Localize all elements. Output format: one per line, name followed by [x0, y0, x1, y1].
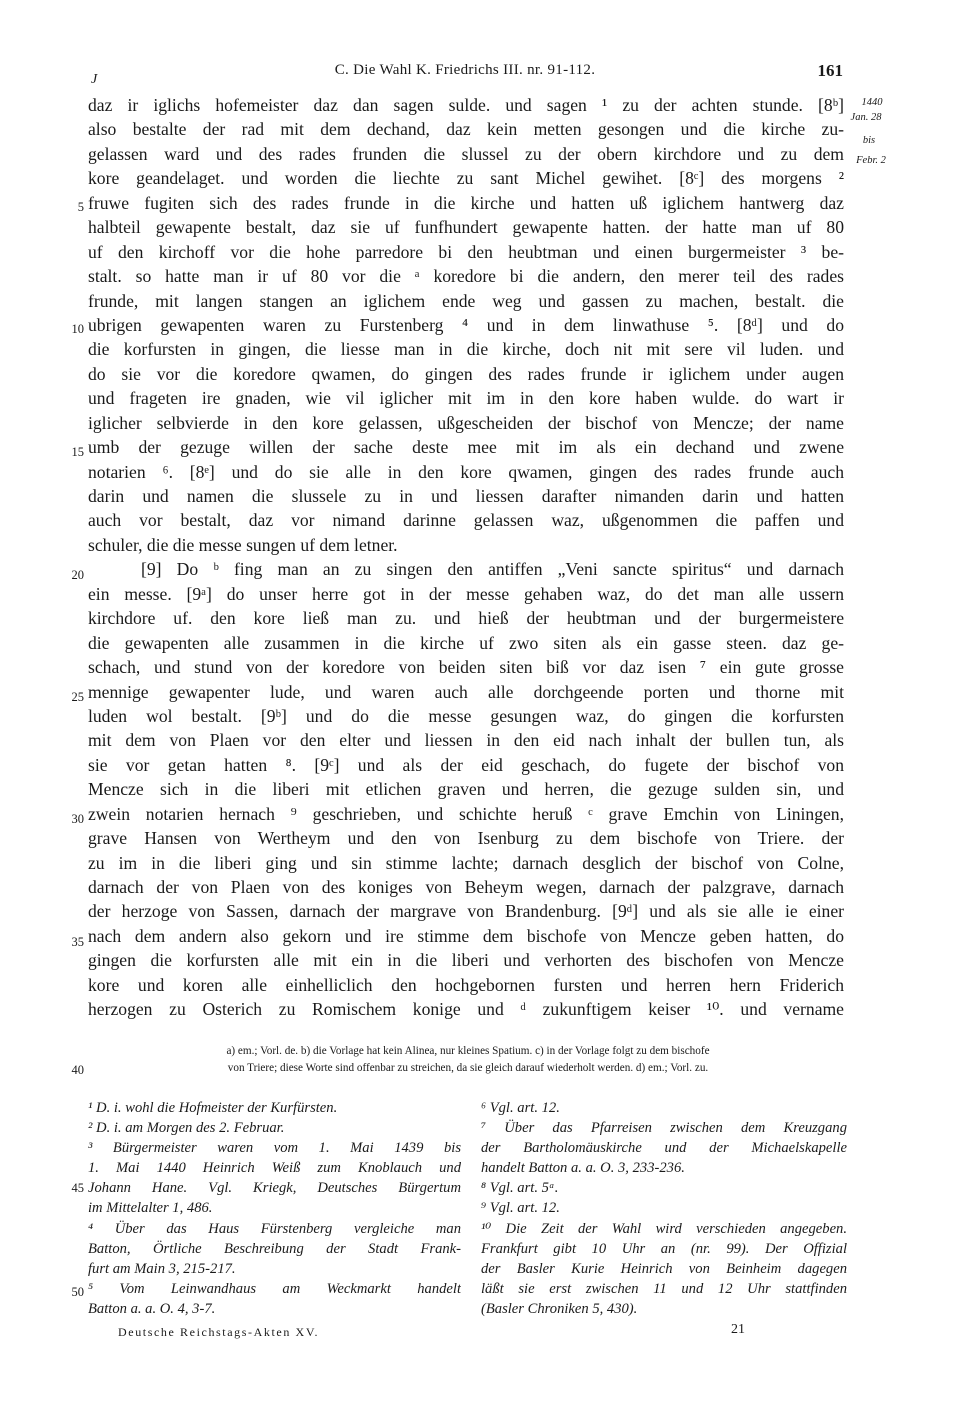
- text-line: auch vor bestalt, daz vor nimand darinne gelassen waz, ußgenommen die paffen und: [88, 510, 844, 531]
- line-number: 15: [71, 445, 84, 459]
- text-line: umb der gezuge willen der sache deste mee mit im als ein dechand und zwene: [88, 437, 844, 458]
- footnote-line: Batton, Örtliche Beschreibung der Stadt Frank-: [88, 1240, 461, 1257]
- text-line: uf den kirchoff vor die hohe parredore bi den heubtman und einen burgermeister ³ be-: [88, 241, 844, 262]
- text-line: zu im in die liberi ging und sin stimme lachte; darnach desglich der bischof von Colne,: [88, 852, 844, 873]
- text-line: darin und namen die slussele zu in und liessen darafter nimanden darin und hatten: [88, 486, 844, 506]
- variant-note-line: von Triere; diese Worte sind offenbar zu streichen, da sie gleich darauf wiederholt werden. d) em.; Vorl. zu.: [227, 1062, 709, 1074]
- footnote-line: der Bartholomäuskirche und der Michaelskapelle: [481, 1140, 847, 1157]
- date-note-end: Febr. 2: [856, 155, 886, 166]
- footnote-line: Frankfurt gibt 10 Uhr an (nr. 99). Der Offizial: [481, 1240, 847, 1257]
- text-line: und frageten ire gnaden, wie vil iglicher mit im in den kore haben wulde. do wart ir: [88, 388, 844, 409]
- line-number: 5: [77, 200, 84, 214]
- footnote-line: im Mittelalter 1, 486.: [88, 1200, 213, 1217]
- text-line: kirchdore uf. den kore ließ man zu. und hieß der heubtman und der burgermeistere: [88, 608, 844, 629]
- text-line: notarien ⁶. [8ᵉ] und do sie alle in den kore qwamen, gingen des rades frunde auch: [88, 461, 844, 482]
- footnote-line: läßt sie erst zwischen 11 und 12 Uhr stattfinden: [481, 1280, 847, 1297]
- line-number: 30: [71, 812, 84, 826]
- text-line: nach dem andern also gekorn und ire stimme dem bischofe von Mencze geben hatten, do: [88, 925, 844, 946]
- footnote-line: Johann Hane. Vgl. Kriegk, Deutsches Bürgertum: [88, 1180, 461, 1197]
- date-note-bis: bis: [862, 135, 876, 146]
- text-line: grave Hansen von Wertheym und den von Isenburg zu dem bischofe von Triere. der: [88, 828, 844, 849]
- publication-signature: Deutsche Reichstags-Akten XV.: [118, 1325, 320, 1339]
- line-number: 45: [71, 1181, 84, 1195]
- margin-mark: J: [91, 72, 98, 87]
- footnote-line: ⁷ Über das Pfarreisen zwischen dem Kreuzgang: [481, 1120, 847, 1137]
- text-line: do sie vor die koredore qwamen, do gingen des rades frunde ir iglichem under augen: [88, 363, 844, 384]
- running-title: C. Die Wahl K. Friedrichs III. nr. 91-112.: [334, 62, 596, 78]
- variant-notes: [88, 1043, 848, 1077]
- text-line: zwein notarien hernach ⁹ geschrieben, und schichte heruß ᶜ grave Emchin von Liningen,: [88, 803, 844, 824]
- text-line: ein messe. [9ᵃ] do unser herre got in der messe gehaben waz, do det man alle ussern: [88, 583, 844, 604]
- text-line: der herzoge von Sassen, darnach der margrave von Brandenburg. [9ᵈ] und als sie alle ie einer: [88, 901, 844, 922]
- text-line: darnach der von Plaen von des koniges von Beheym wegen, darnach der palzgrave, darnach: [88, 877, 844, 897]
- variant-note-line: a) em.; Vorl. de. b) die Vorlage hat kein Alinea, nur kleines Spatium. c) in der Vorlage folgt zu dem bischofe: [226, 1045, 710, 1057]
- running-header: [0, 62, 960, 86]
- text-line: daz ir iglichs hofemeister daz dan sagen sulde. und sagen ¹ zu der achten stunde. [8ᵇ]: [88, 95, 844, 115]
- text-line: herzogen zu Osterich zu Romischem konige und ᵈ zukunftigem keiser ¹⁰. und vername: [88, 999, 844, 1020]
- text-line: frunde, mit langen stangen an iglichem ende weg und gassen zu machen, bestalt. die: [88, 290, 844, 311]
- text-line: Mencze sich in die liberi mit etlichen graven und herren, die gezuge sulden sin, und: [88, 779, 844, 800]
- date-note-start: Jan. 28: [850, 112, 882, 123]
- footnote-line: ⁴ Über das Haus Fürstenberg vergleiche man: [88, 1220, 461, 1237]
- footnote-line: ¹ D. i. wohl die Hofmeister der Kurfürsten.: [88, 1100, 338, 1116]
- text-line: kore und koren alle einhelliclich den hochgebornen fursten und herren hern Friderich: [88, 974, 844, 995]
- text-line: iglicher selbvierde in den kore gelassen, ußgescheiden der bischof von Mencze; der name: [88, 412, 844, 433]
- line-number: 10: [71, 322, 84, 336]
- text-line: die gewapenten alle zusammen in die kirche uf zwo siten als ein gasse steen. daz ge-: [88, 632, 844, 653]
- date-note-year: 1440: [861, 97, 883, 108]
- text-line: gelassen ward und des rades frunden die slussel zu der obern kirchdore und zu dem: [88, 143, 844, 164]
- page-number: 161: [817, 61, 843, 80]
- footnote-line: der Basler Kurie Heinrich von Beinheim dagegen: [481, 1260, 847, 1277]
- footnote-line: ⁶ Vgl. art. 12.: [481, 1100, 560, 1116]
- text-line: ubrigen gewapenten waren zu Furstenberg ⁴ und in dem linwathuse ⁵. [8ᵈ] und do: [88, 314, 844, 335]
- footnotes-right: [481, 1098, 847, 1319]
- line-number: 25: [71, 690, 84, 704]
- footnote-line: furt am Main 3, 215-217.: [88, 1260, 236, 1277]
- line-number: 40: [71, 1063, 84, 1077]
- footnote-line: handelt Batton a. a. O. 3, 233-236.: [481, 1160, 685, 1177]
- text-line: mennige gewapenter lude, und waren auch alle dorchgeende porten und thorne mit: [88, 681, 844, 702]
- text-line: sie vor getan hatten ⁸. [9ᶜ] und als der eid geschach, do fugete der bischof von: [88, 754, 844, 775]
- sheet-number: 21: [731, 1322, 745, 1337]
- text-line: luden wol bestalt. [9ᵇ] und do die messe gesungen waz, do gingen die korfursten: [88, 705, 844, 726]
- line-number: 50: [71, 1285, 84, 1299]
- line-number: 20: [71, 568, 84, 582]
- footnote-line: (Basler Chroniken 5, 430).: [481, 1300, 638, 1317]
- text-line: halbteil gewapente bestalt, daz sie uf funfhundert gewapente hatten. der hatte man uf 80: [88, 217, 844, 238]
- text-line: schuler, die die messe sungen uf dem letner.: [88, 534, 398, 555]
- footnote-line: ² D. i. am Morgen des 2. Februar.: [88, 1120, 285, 1137]
- footnote-line: ⁹ Vgl. art. 12.: [481, 1200, 560, 1217]
- text-line: kore geandelaget. und worden die liechte zu sant Michel gewihet. [8ᶜ] des morgens ²: [88, 168, 844, 189]
- footnotes-left: [88, 1098, 461, 1319]
- text-line: gingen die korfursten alle mit ein in die liberi und verhorten des bischofen von Mencze: [88, 950, 844, 971]
- text-line: [9] Do ᵇ fing man an zu singen den antiffen „Veni sancte spiritus“ und darnach: [141, 559, 844, 580]
- footnote-line: ⁸ Vgl. art. 5ᵃ.: [481, 1180, 559, 1197]
- text-line: die korfursten in gingen, die liesse man in die kirche, doch nit mit sere vil luden. und: [88, 339, 844, 360]
- footnote-line: ⁵ Vom Leinwandhaus am Weckmarkt handelt: [88, 1280, 461, 1297]
- main-text: [88, 93, 844, 1022]
- text-line: also bestalte der rad mit dem dechand, daz kein metten gesongen und die kirche zu-: [88, 119, 844, 140]
- footnote-line: Batton a. a. O. 4, 3-7.: [88, 1300, 216, 1317]
- footnote-line: ³ Bürgermeister waren vom 1. Mai 1439 bis: [88, 1140, 461, 1157]
- footnote-line: 1. Mai 1440 Heinrich Weiß zum Knoblauch und: [88, 1160, 461, 1177]
- text-line: mit dem von Plaen vor den elter und liessen in den eid nach inhalt der bullen tun, als: [88, 730, 844, 751]
- text-line: schach, und stund von der koredore von beiden siten biß vor daz isen ⁷ ein gute grosse: [88, 657, 844, 678]
- footnote-line: ¹⁰ Die Zeit der Wahl wird verschieden angegeben.: [481, 1220, 847, 1237]
- text-line: stalt. so hatte man ir uf 80 vor die ᵃ koredore bi die andern, den merer teil des rades: [88, 266, 844, 287]
- line-number: 35: [71, 935, 84, 949]
- text-line: fruwe fugiten sich des rades frunde in die kirche und hatten uß iglichem hantwerg daz: [88, 192, 844, 213]
